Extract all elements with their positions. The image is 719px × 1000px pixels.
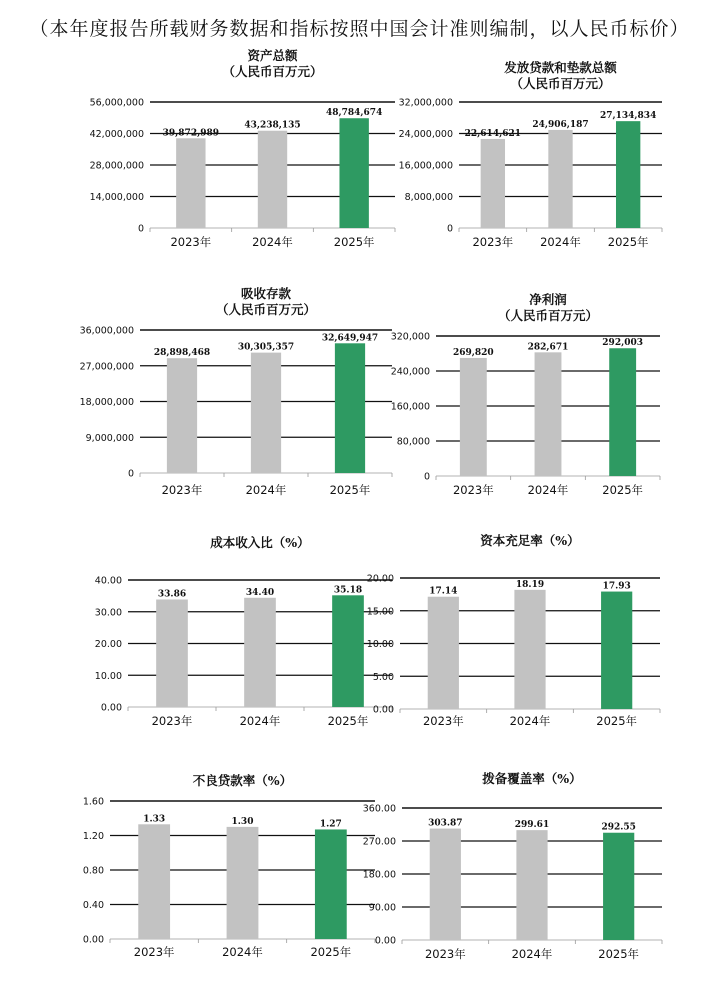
y-tick-label: 36,000,000 <box>79 325 134 337</box>
chart-subtitle: （人民币百万元） <box>215 302 316 317</box>
x-tick-label: 2025年 <box>607 235 649 249</box>
chart-plot <box>20 535 369 765</box>
y-tick-label: 1.60 <box>82 796 104 808</box>
y-tick-label: 20.00 <box>94 639 122 650</box>
data-label: 43,238,135 <box>244 120 301 131</box>
data-label: 17.93 <box>602 581 631 592</box>
data-label: 18.19 <box>515 579 545 590</box>
x-tick-label: 2025年 <box>333 235 375 249</box>
chart-provision-coverage <box>362 770 715 1000</box>
y-tick-label: 240,000 <box>390 366 430 378</box>
x-tick-label: 2024年 <box>527 483 569 497</box>
bar-2024年 <box>258 131 287 228</box>
chart-total-assets <box>20 48 383 278</box>
x-tick-label: 2025年 <box>602 483 644 497</box>
bar-2023年 <box>428 597 459 709</box>
bar-2024年 <box>548 130 572 228</box>
x-tick-label: 2023年 <box>422 714 464 728</box>
x-tick-label: 2025年 <box>596 714 638 728</box>
data-label: 1.27 <box>319 819 342 830</box>
data-label: 48,784,674 <box>325 108 383 119</box>
y-tick-label: 0.00 <box>372 704 394 716</box>
y-tick-label: 14,000,000 <box>89 192 144 203</box>
data-label: 39,872,989 <box>162 128 220 139</box>
data-label: 33.86 <box>157 589 187 600</box>
data-label: 28,898,468 <box>153 348 211 359</box>
x-tick-label: 2023年 <box>472 235 514 249</box>
chart-plot <box>362 770 715 1000</box>
chart-deposits <box>20 282 379 512</box>
bar-2023年 <box>167 358 197 473</box>
data-label: 30,305,357 <box>237 342 295 353</box>
y-tick-label: 27,000,000 <box>79 361 134 373</box>
bar-2024年 <box>514 590 545 709</box>
chart-title: 发放贷款和垫款总额 <box>504 60 617 75</box>
y-tick-label: 32,000,000 <box>398 97 453 109</box>
bar-2025年 <box>315 829 347 939</box>
bar-2025年 <box>603 833 634 940</box>
bar-2024年 <box>244 598 276 707</box>
data-label: 27,134,834 <box>599 111 657 122</box>
x-tick-label: 2024年 <box>239 714 281 728</box>
y-tick-label: 0.00 <box>82 934 104 946</box>
y-tick-label: 15.00 <box>366 606 394 618</box>
chart-net-profit <box>370 282 715 512</box>
y-tick-label: 0.40 <box>82 900 104 911</box>
chart-plot <box>20 48 383 278</box>
y-tick-label: 0 <box>423 471 430 483</box>
y-tick-label: 0 <box>137 223 144 235</box>
data-label: 299.61 <box>514 820 550 831</box>
chart-title: 资本充足率（%） <box>480 533 580 548</box>
data-label: 1.33 <box>143 814 166 825</box>
bar-2023年 <box>176 138 205 228</box>
y-tick-label: 0 <box>127 468 134 480</box>
chart-plot <box>370 48 715 278</box>
chart-subtitle: （人民币百万元） <box>497 308 598 323</box>
x-tick-label: 2023年 <box>133 945 175 959</box>
bar-2024年 <box>516 830 547 940</box>
x-tick-label: 2023年 <box>170 235 212 249</box>
x-tick-label: 2025年 <box>310 945 352 959</box>
x-tick-label: 2023年 <box>452 483 494 497</box>
y-tick-label: 20.00 <box>366 573 394 585</box>
data-label: 1.30 <box>231 816 254 827</box>
bar-2025年 <box>609 348 636 476</box>
y-tick-label: 18,000,000 <box>79 397 134 408</box>
bar-2023年 <box>460 358 487 476</box>
chart-title: 资产总额 <box>247 48 298 63</box>
bar-2024年 <box>251 353 281 473</box>
data-label: 35.18 <box>333 585 363 596</box>
report-header-note: （本年度报告所载财务数据和指标按照中国会计准则编制，以人民币标价） <box>29 18 690 40</box>
data-label: 32,649,947 <box>321 333 379 344</box>
data-label: 292.55 <box>601 822 636 833</box>
x-tick-label: 2024年 <box>509 714 551 728</box>
bar-2023年 <box>156 599 188 707</box>
data-label: 34.40 <box>245 587 275 598</box>
data-label: 303.87 <box>428 818 463 829</box>
y-tick-label: 1.20 <box>82 831 104 842</box>
y-tick-label: 270.00 <box>362 836 396 848</box>
y-tick-label: 16,000,000 <box>398 160 453 172</box>
data-label: 292,003 <box>602 338 644 349</box>
bar-2025年 <box>332 595 364 707</box>
bar-2023年 <box>138 824 170 939</box>
bar-2024年 <box>227 827 259 939</box>
y-tick-label: 10.00 <box>94 670 122 682</box>
chart-npl-ratio <box>20 770 365 1000</box>
y-tick-label: 0.80 <box>82 865 104 877</box>
data-label: 269,820 <box>452 347 494 358</box>
chart-plot <box>370 282 715 512</box>
bar-2023年 <box>481 139 505 228</box>
bar-2024年 <box>535 352 562 476</box>
data-label: 17.14 <box>429 586 458 597</box>
y-tick-label: 320,000 <box>390 331 430 343</box>
y-tick-label: 56,000,000 <box>89 97 144 109</box>
data-label: 24,906,187 <box>532 119 589 130</box>
x-tick-label: 2024年 <box>222 945 263 959</box>
bar-2023年 <box>430 829 461 940</box>
y-tick-label: 9,000,000 <box>85 432 134 444</box>
bar-2025年 <box>339 118 368 228</box>
y-tick-label: 40.00 <box>94 575 122 587</box>
x-tick-label: 2025年 <box>327 714 369 728</box>
chart-title: 成本收入比（%） <box>210 535 310 550</box>
y-tick-label: 28,000,000 <box>89 160 144 172</box>
chart-title: 净利润 <box>529 292 567 307</box>
y-tick-label: 0 <box>446 223 453 235</box>
x-tick-label: 2024年 <box>540 235 581 249</box>
data-label: 22,614,621 <box>464 128 522 139</box>
y-tick-label: 160,000 <box>390 401 430 413</box>
y-tick-label: 90.00 <box>368 902 396 914</box>
y-tick-label: 42,000,000 <box>89 129 144 140</box>
chart-title: 不良贷款率（%） <box>192 773 293 788</box>
x-tick-label: 2025年 <box>598 947 640 961</box>
y-tick-label: 8,000,000 <box>404 192 453 203</box>
x-tick-label: 2024年 <box>252 235 293 249</box>
y-tick-label: 5.00 <box>372 671 394 683</box>
chart-subtitle: （人民币百万元） <box>222 64 323 79</box>
x-tick-label: 2023年 <box>161 483 203 497</box>
x-tick-label: 2024年 <box>245 483 287 497</box>
data-label: 282,671 <box>527 342 569 353</box>
x-tick-label: 2023年 <box>151 714 193 728</box>
y-tick-label: 80,000 <box>396 436 430 448</box>
y-tick-label: 0.00 <box>100 702 122 714</box>
y-tick-label: 0.00 <box>374 935 396 947</box>
bar-2025年 <box>616 121 640 228</box>
y-tick-label: 24,000,000 <box>398 129 453 140</box>
chart-total-loans <box>370 48 715 278</box>
y-tick-label: 180.00 <box>362 869 396 881</box>
y-tick-label: 30.00 <box>94 607 122 619</box>
chart-title: 吸收存款 <box>240 286 291 301</box>
chart-plot <box>20 282 379 512</box>
bar-2025年 <box>335 343 365 473</box>
x-tick-label: 2024年 <box>511 947 553 961</box>
chart-title: 拨备覆盖率（%） <box>482 771 582 786</box>
x-tick-label: 2023年 <box>424 947 466 961</box>
chart-cost-income-ratio <box>20 535 369 765</box>
chart-plot <box>20 770 365 1000</box>
y-tick-label: 10.00 <box>366 639 394 650</box>
chart-subtitle: （人民币百万元） <box>510 76 611 91</box>
chart-plot <box>366 527 715 757</box>
y-tick-label: 360.00 <box>362 803 396 815</box>
x-tick-label: 2025年 <box>329 483 371 497</box>
chart-capital-adequacy <box>366 527 715 757</box>
bar-2025年 <box>601 592 632 709</box>
